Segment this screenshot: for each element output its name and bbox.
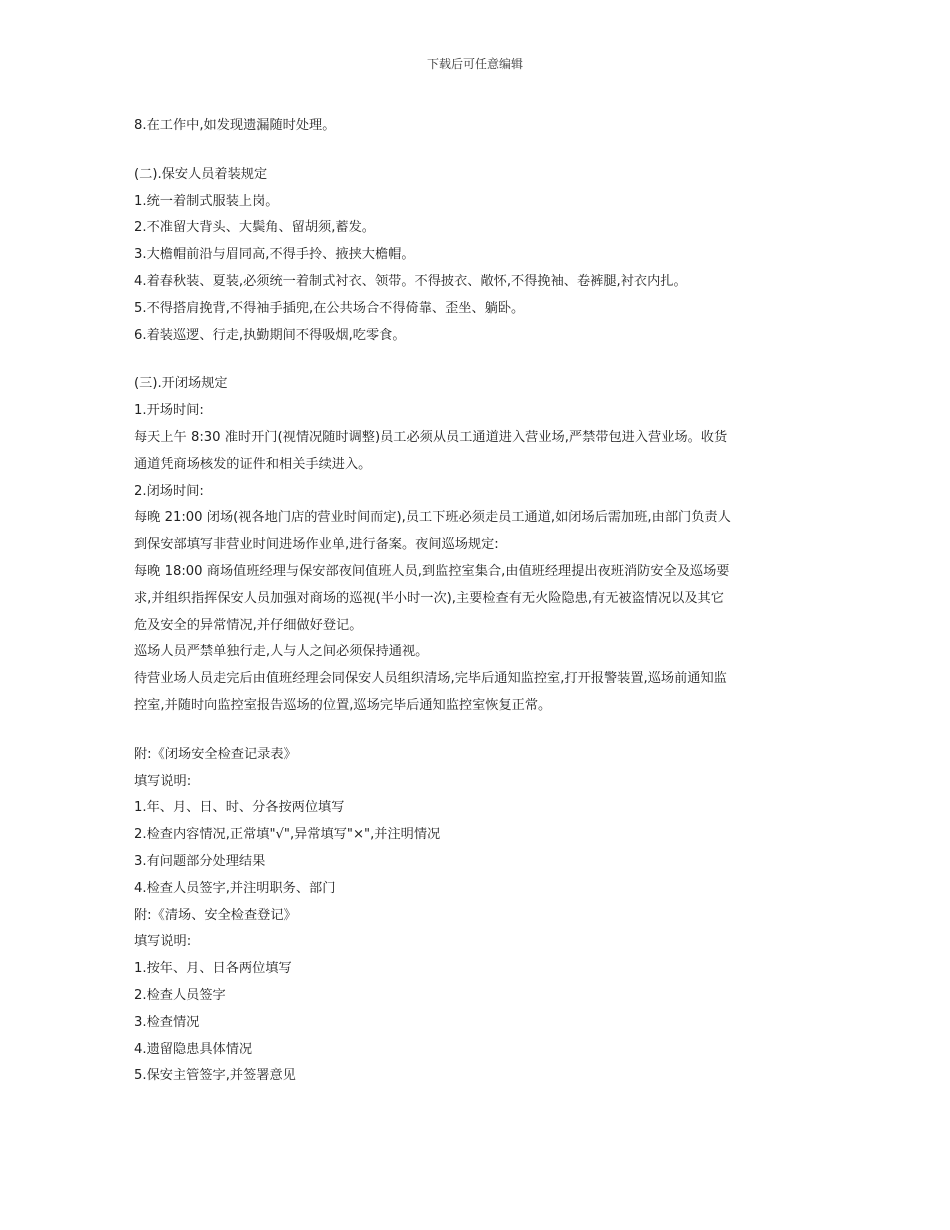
text-line: 危及安全的异常情况,并仔细做好登记。 [134, 617, 363, 633]
text-line: 巡场人员严禁单独行走,人与人之间必须保持通视。 [134, 644, 429, 660]
paragraph-gap [134, 349, 814, 371]
text-line: 到保安部填写非营业时间进场作业单,进行备案。夜间巡场规定: [134, 537, 499, 553]
text-line: 待营业场人员走完后由值班经理会同保安人员组织清场,完毕后通知监控室,打开报警装置,巡场前通知监 [134, 671, 727, 687]
list-item: 4.检查人员签字,并注明职务、部门 [134, 880, 336, 896]
text-line: 控室,并随时向监控室报告巡场的位置,巡场完毕后通知监控室恢复正常。 [134, 697, 552, 713]
list-item: 5.不得搭肩挽背,不得袖手插兜,在公共场合不得倚靠、歪坐、躺卧。 [134, 300, 525, 316]
intro-line: 8.在工作中,如发现遗漏随时处理。 [134, 118, 336, 133]
page-header: 下载后可任意编辑 [426, 57, 523, 71]
list-item: 2.不准留大背头、大鬓角、留胡须,蓄发。 [134, 220, 375, 236]
text-line: 每晚 18:00 商场值班经理与保安部夜间值班人员,到监控室集合,由值班经理提出夜班消防安全及巡场要 [134, 563, 730, 579]
text-line: 2.闭场时间: [134, 483, 204, 499]
text-line: 每晚 21:00 闭场(视各地门店的营业时间而定),员工下班必须走员工通道,如闭场后需加班,由部门负责人 [134, 510, 731, 526]
paragraph-gap [134, 720, 814, 742]
appendix-title: 附:《闭场安全检查记录表》 [134, 746, 297, 762]
text-line: 1.开场时间: [134, 403, 204, 419]
list-item: 3.检查情况 [134, 1014, 200, 1030]
list-item: 1.按年、月、日各两位填写 [134, 961, 292, 977]
list-item: 5.保安主管签字,并签署意见 [134, 1068, 296, 1084]
text-line: 每天上午 8:30 准时开门(视情况随时调整)员工必须从员工通道进入营业场,严禁带包进入营业场。收货 [134, 429, 728, 445]
list-item: 3.大檐帽前沿与眉同高,不得手拎、掖挟大檐帽。 [134, 247, 415, 263]
section-title-open-close: (三).开闭场规定 [134, 376, 228, 392]
list-item: 3.有问题部分处理结果 [134, 853, 266, 869]
text-line: 填写说明: [134, 934, 192, 950]
section-title-dress-code: (二).保安人员着装规定 [134, 166, 268, 182]
text-line: 填写说明: [134, 773, 192, 789]
list-item: 6.着装巡逻、行走,执勤期间不得吸烟,吃零食。 [134, 327, 406, 343]
list-item: 4.遗留隐患具体情况 [134, 1041, 253, 1057]
list-item: 1.年、月、日、时、分各按两位填写 [134, 800, 345, 816]
text-line: 通道凭商场核发的证件和相关手续进入。 [134, 456, 372, 472]
list-item: 1.统一着制式服装上岗。 [134, 193, 279, 209]
list-item: 2.检查人员签字 [134, 987, 226, 1003]
paragraph-gap [134, 140, 814, 162]
appendix-title: 附:《清场、安全检查登记》 [134, 907, 297, 923]
list-item: 2.检查内容情况,正常填"√",异常填写"×",并注明情况 [134, 827, 441, 843]
list-item: 4.着春秋装、夏装,必须统一着制式衬衣、领带。不得披衣、敞怀,不得挽袖、卷裤腿,衬衣内扎。 [134, 273, 687, 289]
text-line: 求,并组织指挥保安人员加强对商场的巡视(半小时一次),主要检查有无火险隐患,有无被盗情况以及其它 [134, 590, 724, 606]
document-body [134, 113, 814, 1090]
